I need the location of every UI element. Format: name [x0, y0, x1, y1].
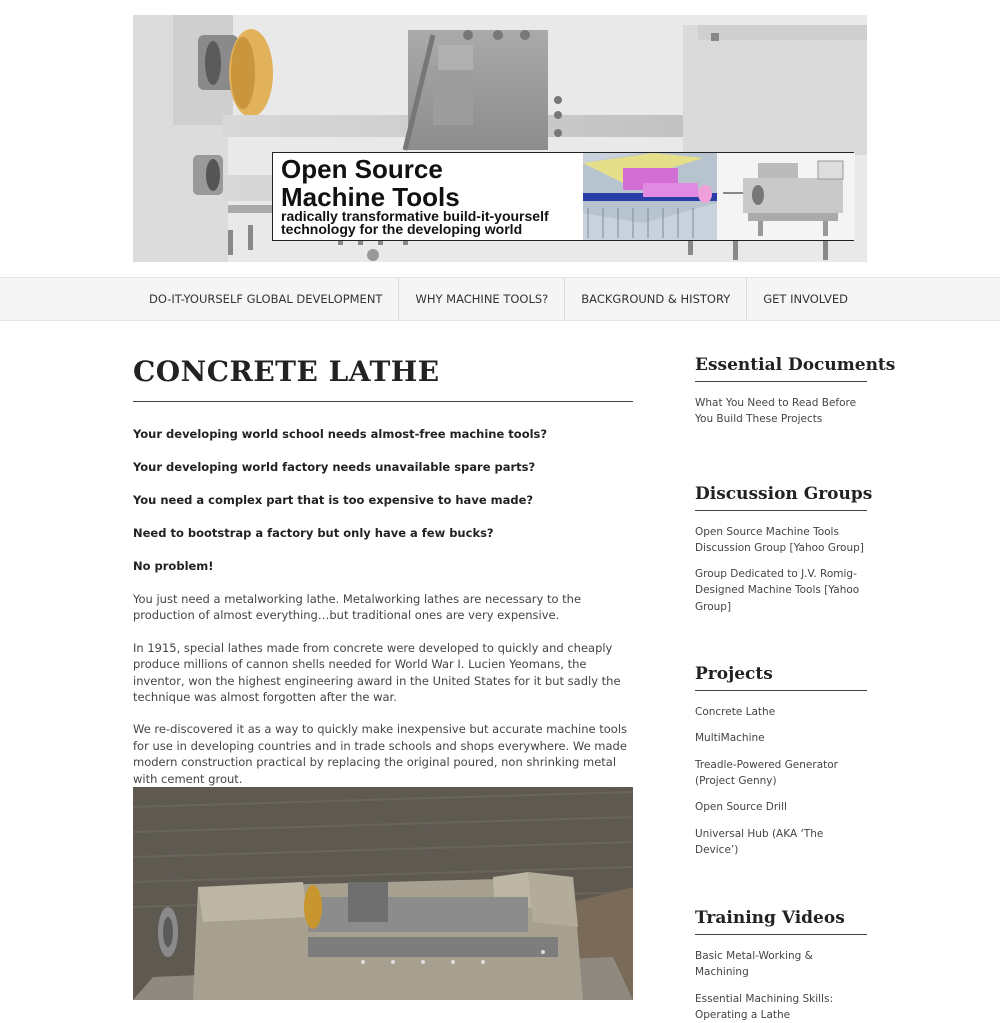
- sidebar-link[interactable]: Concrete Lathe: [695, 706, 776, 719]
- page-title: CONCRETE LATHE: [133, 355, 633, 402]
- site-title-box[interactable]: [272, 152, 854, 241]
- sidebar-link[interactable]: Open Source Drill: [695, 801, 787, 814]
- cad-model-image: [583, 153, 855, 240]
- nav-item-why-machine-tools[interactable]: WHY MACHINE TOOLS?: [399, 278, 565, 320]
- header-banner[interactable]: [133, 15, 867, 262]
- sidebar: [695, 355, 896, 1023]
- nav-item-background-history[interactable]: BACKGROUND & HISTORY: [565, 278, 747, 320]
- sidebar-link[interactable]: Treadle-Powered Generator (Project Genny): [695, 758, 838, 787]
- main-content: [133, 355, 633, 787]
- sidebar-link[interactable]: What You Need to Read Before You Build These Projects: [695, 397, 857, 426]
- body-paragraph: We re-discovered it as a way to quickly make inexpensive but accurate machine tools for use in developing countries and in trade schools and shops everywhere. We made modern construction practical by replacing the original poured, non shrinking metal with cement grout.: [133, 722, 628, 786]
- lead-line: You need a complex part that is too expensive to have made?: [133, 493, 534, 507]
- nav-item-get-involved[interactable]: GET INVOLVED: [763, 292, 848, 306]
- widget-title: Training Videos: [695, 908, 867, 935]
- widget-title: Discussion Groups: [695, 484, 867, 511]
- nav-item-diy-global-development[interactable]: DO-IT-YOURSELF GLOBAL DEVELOPMENT: [133, 278, 399, 320]
- lead-line: No problem!: [133, 559, 214, 573]
- lead-line: Need to bootstrap a factory but only have a few bucks?: [133, 526, 494, 540]
- concrete-lathe-photo: [133, 787, 633, 1000]
- site-tagline: radically transformative build-it-yourself technology for the developing world: [281, 208, 549, 237]
- site-title: Open Source Machine Tools: [281, 154, 460, 212]
- lead-line: Your developing world school needs almost-free machine tools?: [133, 427, 548, 441]
- widget-training-videos: [695, 908, 867, 1023]
- lead-line: Your developing world factory needs unavailable spare parts?: [133, 460, 536, 474]
- body-paragraph: You just need a metalworking lathe. Metalworking lathes are necessary to the production of almost everything…but traditional ones are very expensive.: [133, 592, 582, 623]
- widget-title: Essential Documents: [695, 355, 867, 382]
- main-navigation: [0, 277, 1000, 321]
- body-paragraph: In 1915, special lathes made from concrete were developed to quickly and cheaply produce millions of cannon shells needed for World War I. Lucien Yeomans, the inventor, won the highest engineering award in the United States for it but sadly the technique was almost forgotten after the war.: [133, 640, 621, 705]
- sidebar-link[interactable]: Group Dedicated to J.V. Romig-Designed Machine Tools [Yahoo Group]: [695, 568, 860, 613]
- sidebar-link[interactable]: MultiMachine: [695, 732, 765, 745]
- sidebar-link[interactable]: Basic Metal-Working & Machining: [695, 950, 813, 979]
- widget-essential-documents: [695, 355, 896, 428]
- sidebar-link[interactable]: Essential Machining Skills: Operating a Lathe: [695, 992, 833, 1022]
- sidebar-link[interactable]: Universal Hub (AKA ‘The Device’): [695, 827, 824, 856]
- widget-discussion-groups: [695, 483, 873, 615]
- widget-title: Projects: [695, 664, 867, 691]
- widget-projects: [695, 664, 867, 858]
- sidebar-link[interactable]: Open Source Machine Tools Discussion Group [Yahoo Group]: [695, 525, 864, 554]
